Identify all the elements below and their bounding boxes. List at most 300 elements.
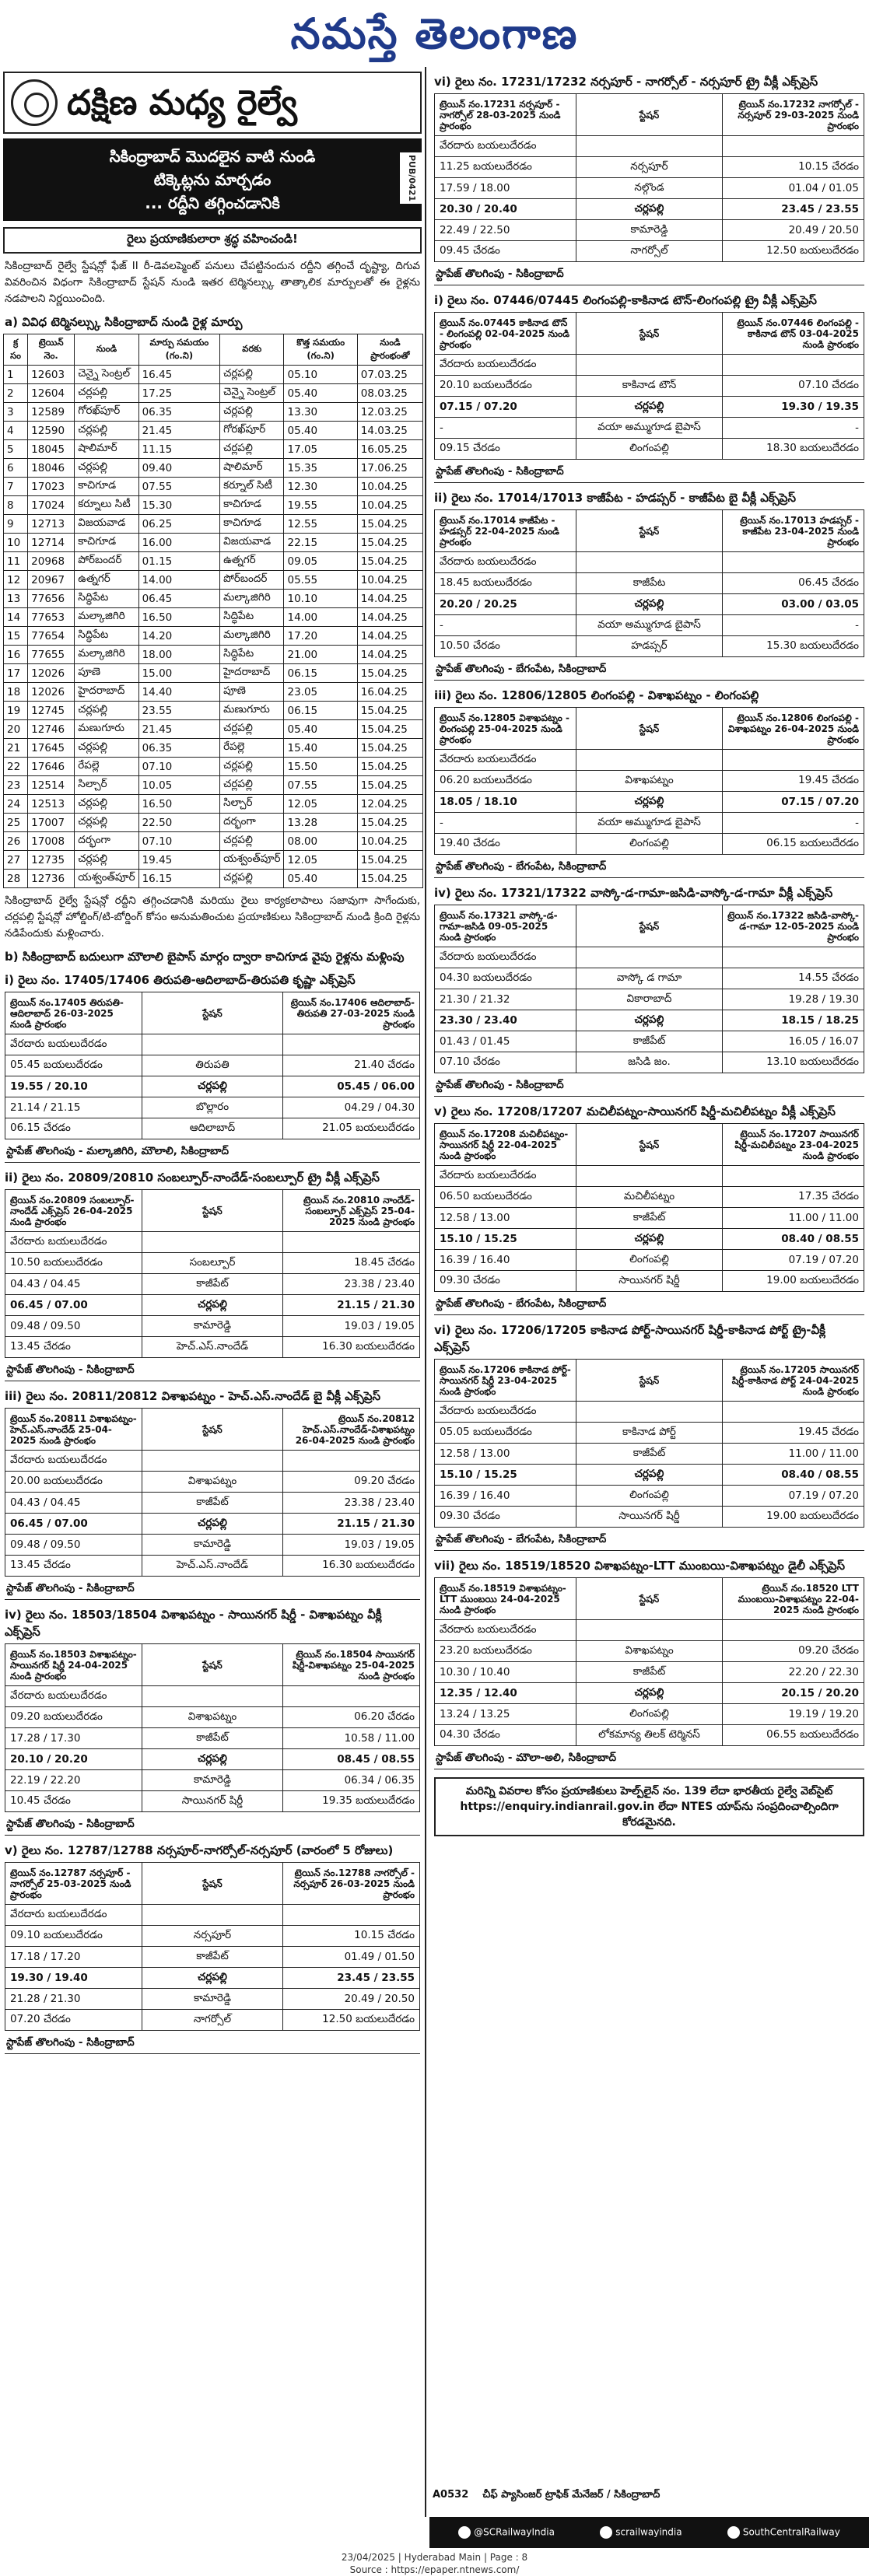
table-cell: 15.04.25: [357, 552, 422, 571]
timetable-cell: చర్లపల్లి: [576, 792, 723, 813]
table-cell: 15.04.25: [357, 702, 422, 720]
table-cell: 12.04.25: [357, 795, 422, 814]
table-cell: చర్లపల్లి: [220, 870, 284, 888]
timetable-cell: 10.50 చేరడం: [435, 636, 576, 657]
timetable-header-row: [435, 510, 864, 552]
timetable-cell: 08.40 / 08.55: [722, 1465, 864, 1486]
table-cell: కాచిగూడ: [75, 478, 138, 496]
column-header: మార్పు సమయం (గం.ని): [138, 334, 220, 366]
table-cell: చర్లపల్లి: [220, 720, 284, 739]
timetable-header-cell: స్టేషన్: [142, 1409, 282, 1451]
timetable-cell: 04.30 చేరడం: [435, 1725, 576, 1746]
timetable-row: [5, 1076, 420, 1097]
timetable-row: [435, 136, 864, 157]
table-cell: 12513: [28, 795, 75, 814]
table-cell: షాలిమార్: [220, 459, 284, 478]
timetable-header-row: [435, 94, 864, 136]
timetable-cell: లింగంపల్లి: [576, 1250, 723, 1271]
timetable-row: [5, 1749, 420, 1770]
table-cell: 28: [4, 870, 28, 888]
table-cell: 12735: [28, 851, 75, 870]
table-cell: 20968: [28, 552, 75, 571]
timetable-row: [435, 1444, 864, 1465]
timetable-cell: మచిలీపట్నం: [576, 1187, 723, 1208]
table-cell: చర్లపల్లి: [220, 440, 284, 459]
timetable-header-cell: ట్రెయిన్ నం.17013 హడప్సర్ - కాజీపేట 23-04-2025 నుండి ప్రారంభం: [722, 510, 864, 552]
timetable-header-cell: ట్రెయిన్ నం.17206 కాకినాడ పోర్ట్-సాయినగర్ షిర్డీ 23-04-2025 నుండి ప్రారంభం: [435, 1360, 576, 1402]
timetable-cell: 10.45 చేరడం: [5, 1791, 142, 1812]
stoppage-cancel-note: స్టాపేజ్ తొలగింపు - సికింద్రాబాద్: [5, 1361, 420, 1381]
timetable-row: [5, 1253, 420, 1274]
table-cell: షాలిమార్: [75, 440, 138, 459]
table-cell: 19.45: [138, 851, 220, 870]
timetable-row: [435, 771, 864, 792]
timetable-row: [435, 1052, 864, 1073]
table-cell: 16.05.25: [357, 440, 422, 459]
table-cell: 09.05: [284, 552, 357, 571]
timetable-cell: 07.10 చేరడం: [435, 1052, 576, 1073]
table-row: [4, 758, 423, 776]
timetable-cell: 14.55 చేరడం: [722, 968, 864, 989]
table-cell: 21: [4, 739, 28, 758]
timetable-cell: 06.20 బయలుదేరడం: [435, 771, 576, 792]
timetable-row: [5, 1055, 420, 1076]
timetable-header-cell: ట్రెయిన్ నం.18504 సాయినగర్ షిర్డీ-విశాఖపట్నం 25-04-2025 నుండి ప్రారంభం: [283, 1644, 420, 1686]
timetable-header-cell: స్టేషన్: [142, 1644, 282, 1686]
table-cell: 12590: [28, 422, 75, 440]
table-cell: 10.10: [284, 590, 357, 608]
table-body: [4, 366, 423, 888]
section-b-intro: సికింద్రాబాద్ రైల్వే స్టేషన్లో రద్దీని తగ్గించడానికి మరియు రైలు కార్యకలాపాలు సజావుగా సాగేందుకు, చర్లపల్లి స్టేషన్లో హోల్డింగ్/టి-బోర్డింగ్ కోసం అనుమతించుట ప్రయాణికులు సికింద్రాబాద్ నుండి క్రింది రైళ్లను నడిపేందుకు మళ్లించారు.: [5, 894, 420, 940]
timetable-cell: 07.15 / 07.20: [435, 397, 576, 418]
table-cell: 07.55: [284, 776, 357, 795]
timetable-header-row: [5, 1644, 420, 1686]
right-column: [429, 67, 869, 2517]
timetable-header-cell: ట్రెయిన్ నం.18519 విశాఖపట్నం-LTT ముంబయి 24-04-2025 నుండి ప్రారంభం: [435, 1578, 576, 1620]
timetable-header-cell: ట్రెయిన్ నం.18503 విశాఖపట్నం-సాయినగర్ షిర్డీ 24-04-2025 నుండి ప్రారంభం: [5, 1644, 142, 1686]
table-cell: 07.55: [138, 478, 220, 496]
table-cell: 06.45: [138, 590, 220, 608]
table-cell: 16.50: [138, 608, 220, 627]
table-cell: 06.35: [138, 403, 220, 422]
table-cell: చర్లపల్లి: [220, 403, 284, 422]
table-row: [4, 384, 423, 403]
timetable-row: [435, 750, 864, 771]
timetable-row: [5, 1905, 420, 1926]
timetable-cell: [722, 1402, 864, 1423]
table-cell: 10: [4, 534, 28, 552]
train-section-title: vii) రైలు నం. 18519/18520 విశాఖపట్నం-LTT ముంబయి-విశాఖపట్నం డైలీ ఎక్స్‌ప్రెస్: [434, 1559, 846, 1573]
signoff: చీఫ్ ప్యాసింజర్ ట్రాఫిక్ మేనేజర్ / సికింద్రాబాద్: [482, 2489, 661, 2501]
table-cell: విజయవాడ: [75, 515, 138, 534]
timetable-cell: 19.45 చేరడం: [722, 771, 864, 792]
page-footer: [0, 2548, 869, 2576]
table-cell: చర్లపల్లి: [75, 384, 138, 403]
timetable-row: [435, 376, 864, 397]
table-cell: 15.04.25: [357, 851, 422, 870]
table-cell: ఉత్నగర్: [220, 552, 284, 571]
timetable-cell: కాజీపేట్: [142, 1493, 282, 1514]
table-cell: 25: [4, 814, 28, 832]
table-cell: 12.30: [284, 478, 357, 496]
timetable-cell: 12.50 బయలుదేరడం: [283, 2010, 420, 2031]
left-sections: [0, 971, 425, 2054]
timetable-cell: కాజీపేట్: [576, 1444, 723, 1465]
table-cell: కర్నూలు సిటీ: [75, 496, 138, 515]
timetable-cell: వేరదారు బయలుదేరడం: [435, 1620, 576, 1641]
timetable-cell: వేరదారు బయలుదేరడం: [435, 1166, 576, 1187]
table-cell: రేపల్లె: [75, 758, 138, 776]
timetable-row: [435, 1507, 864, 1528]
timetable-header-cell: ట్రెయిన్ నం.07445 కాకినాడ టౌన్ - లింగంపల్లి 02-04-2025 నుండి ప్రారంభం: [435, 313, 576, 355]
facebook-link[interactable]: [727, 2526, 840, 2539]
table-cell: 21.45: [138, 422, 220, 440]
table-row: [4, 422, 423, 440]
table-cell: సిద్ధిపేట: [220, 646, 284, 664]
timetable-cell: 20.49 / 20.50: [722, 220, 864, 241]
train-section-title: iii) రైలు నం. 12806/12805 లింగంపల్లి - విశాఖపట్నం - లింగంపల్లి: [434, 688, 759, 702]
timetable: [434, 707, 864, 855]
timetable-cell: 09.20 బయలుదేరడం: [5, 1707, 142, 1728]
timetable-cell: [722, 1166, 864, 1187]
railway-logo-icon: [11, 79, 58, 126]
timetable-cell: 16.30 బయలుదేరడం: [283, 1556, 420, 1577]
timetable-cell: 07.20 చేరడం: [5, 2010, 142, 2031]
timetable-cell: హెచ్.ఎస్.నాందేడ్: [142, 1556, 282, 1577]
timetable-cell: చర్లపల్లి: [576, 594, 723, 615]
timetable-cell: 16.05 / 16.07: [722, 1031, 864, 1052]
timetable-row: [435, 1704, 864, 1725]
table-row: [4, 720, 423, 739]
timetable: [5, 1189, 420, 1358]
timetable-cell: [722, 136, 864, 157]
timetable-cell: [283, 1905, 420, 1926]
table-cell: 15: [4, 627, 28, 646]
timetable-cell: చర్లపల్లి: [142, 1295, 282, 1316]
table-cell: 08.03.25: [357, 384, 422, 403]
headline-line-3: ... రద్దీని తగ్గించడానికి: [145, 194, 280, 212]
table-cell: 24: [4, 795, 28, 814]
timetable-row: [435, 1486, 864, 1507]
timetable-row: [5, 1034, 420, 1055]
timetable-cell: 21.15 / 21.30: [283, 1514, 420, 1535]
table-cell: 12603: [28, 366, 75, 384]
timetable-cell: లింగంపల్లి: [576, 1486, 723, 1507]
timetable-cell: వేరదారు బయలుదేరడం: [5, 1686, 142, 1707]
table-cell: 12713: [28, 515, 75, 534]
social-bar: [429, 2517, 869, 2548]
timetable-header-row: [435, 313, 864, 355]
timetable-header-cell: స్టేషన్: [576, 510, 723, 552]
table-cell: 14.04.25: [357, 646, 422, 664]
timetable-cell: 16.39 / 16.40: [435, 1486, 576, 1507]
table-cell: పోర్‌బందర్: [220, 571, 284, 590]
timetable-cell: -: [722, 813, 864, 834]
table-cell: 19: [4, 702, 28, 720]
table-cell: 21.00: [284, 646, 357, 664]
page-footer-line-1: 23/04/2025 | Hyderabad Main | Page : 8: [341, 2552, 528, 2563]
table-cell: పోర్‌బందర్: [75, 552, 138, 571]
train-section-title: i) రైలు నం. 17405/17406 తిరుపతి-ఆదిలాబాద్-తిరుపతి కృష్ణా ఎక్స్‌ప్రెస్: [5, 973, 356, 987]
timetable-cell: నాగర్సోల్: [576, 241, 723, 262]
table-cell: 17: [4, 664, 28, 683]
section-b-title: b) సికింద్రాబాద్ బదులుగా మౌలాలి బైపాస్ మార్గం ద్వారా కాచిగూడ వైపు రైళ్లను మళ్లింపు: [5, 950, 405, 964]
timetable-cell: 08.40 / 08.55: [722, 1229, 864, 1250]
timetable-cell: సాయినగర్ షిర్డీ: [142, 1791, 282, 1812]
timetable-header-cell: ట్రెయిన్ నం.20810 నాందేడ్-సంబల్పూర్ ఎక్స్‌ప్రెస్ 25-04-2025 నుండి ప్రారంభం: [283, 1190, 420, 1232]
timetable-cell: కామారెడ్డి: [142, 1770, 282, 1791]
timetable-cell: 12.35 / 12.40: [435, 1683, 576, 1704]
timetable-cell: 09.20 చేరడం: [722, 1641, 864, 1662]
timetable-header-cell: ట్రెయిన్ నం.18520 LTT ముంబయి-విశాఖపట్నం 22-04-2025 నుండి ప్రారంభం: [722, 1578, 864, 1620]
timetable-cell: 09.45 చేరడం: [435, 241, 576, 262]
table-cell: 15.40: [284, 739, 357, 758]
timetable-header-cell: ట్రెయిన్ నం.20812 హెచ్.ఎస్.నాందేడ్-విశాఖపట్నం 26-04-2025 నుండి ప్రారంభం: [283, 1409, 420, 1451]
timetable-cell: కాజీపేట: [576, 573, 723, 594]
table-cell: గోరఖ్‌పూర్: [220, 422, 284, 440]
table-cell: 15.04.25: [357, 534, 422, 552]
timetable-cell: 07.15 / 07.20: [722, 792, 864, 813]
timetable-cell: సాయినగర్ షిర్డీ: [576, 1507, 723, 1528]
table-header-row: [4, 334, 423, 366]
timetable-row: [435, 968, 864, 989]
timetable: [434, 1577, 864, 1746]
timetable-cell: చర్లపల్లి: [142, 1514, 282, 1535]
timetable-cell: నర్సపూర్: [576, 157, 723, 178]
table-cell: 77656: [28, 590, 75, 608]
timetable-cell: [283, 1034, 420, 1055]
timetable-cell: వయా అమ్ముగూడ బైపాస్: [576, 418, 723, 439]
timetable-header-cell: స్టేషన్: [576, 1124, 723, 1166]
table-cell: కాచిగూడ: [75, 534, 138, 552]
footer-note: మరిన్ని వివరాల కోసం ప్రయాణికులు హెల్ప్‌లైన్ నం. 139 లేదా భారతీయ రైల్వే వెబ్‌సైట్ https://enquiry.indianrail.gov.in లేదా NTES యాప్‌ను సంప్రదించాల్సిందిగా కోరడమైనది.: [460, 1785, 839, 1829]
table-cell: చర్లపల్లి: [220, 366, 284, 384]
timetable-cell: చర్లపల్లి: [576, 397, 723, 418]
timetable-cell: 20.49 / 20.50: [283, 1989, 420, 2010]
timetable-cell: 17.35 చేరడం: [722, 1187, 864, 1208]
table-cell: 9: [4, 515, 28, 534]
timetable-header-row: [5, 992, 420, 1034]
timetable-row: [435, 1402, 864, 1423]
timetable-header-row: [435, 905, 864, 947]
table-row: [4, 534, 423, 552]
timetable-cell: 19.00 బయలుదేరడం: [722, 1271, 864, 1292]
timetable-cell: [722, 1620, 864, 1641]
timetable-cell: 20.00 బయలుదేరడం: [5, 1472, 142, 1493]
terminal-change-table: [3, 334, 423, 888]
table-cell: 18: [4, 683, 28, 702]
timetable-header-cell: ట్రెయిన్ నం.07446 లింగంపల్లి - కాకినాడ టౌన్ 03-04-2025 నుండి ప్రారంభం: [722, 313, 864, 355]
table-cell: 15.04.25: [357, 814, 422, 832]
timetable-header-cell: స్టేషన్: [576, 708, 723, 750]
timetable-row: [435, 1641, 864, 1662]
timetable-cell: వేరదారు బయలుదేరడం: [435, 750, 576, 771]
table-cell: 05.40: [284, 720, 357, 739]
timetable-cell: [142, 1686, 282, 1707]
table-cell: చర్లపల్లి: [220, 832, 284, 851]
timetable-cell: వేరదారు బయలుదేరడం: [5, 1451, 142, 1472]
timetable-cell: కాజీపేట్: [142, 1274, 282, 1295]
table-row: [4, 478, 423, 496]
timetable-header-cell: ట్రెయిన్ నం.17014 కాజీపేట - హడప్సర్ 22-04-2025 నుండి ప్రారంభం: [435, 510, 576, 552]
timetable-cell: 06.45 / 07.00: [5, 1514, 142, 1535]
table-cell: మణుగూరు: [75, 720, 138, 739]
timetable-cell: 04.43 / 04.45: [5, 1493, 142, 1514]
timetable-row: [5, 2010, 420, 2031]
timetable-cell: వయా అమ్ముగూడ బైపాస్: [576, 813, 723, 834]
table-cell: 1: [4, 366, 28, 384]
timetable-cell: జసిడి జం.: [576, 1052, 723, 1073]
timetable-cell: 04.30 బయలుదేరడం: [435, 968, 576, 989]
ad-code: [433, 2489, 660, 2503]
timetable-row: [5, 1728, 420, 1749]
timetable-cell: చర్లపల్లి: [142, 1749, 282, 1770]
timetable-cell: 23.38 / 23.40: [283, 1274, 420, 1295]
timetable-cell: 06.15 బయలుదేరడం: [722, 834, 864, 855]
timetable-cell: -: [722, 418, 864, 439]
timetable-row: [435, 594, 864, 615]
timetable-cell: వేరదారు బయలుదేరడం: [435, 355, 576, 376]
timetable-header-row: [5, 1190, 420, 1232]
timetable-row: [5, 1097, 420, 1118]
timetable-cell: కాజీపేట్: [576, 1031, 723, 1052]
timetable-row: [435, 636, 864, 657]
table-row: [4, 571, 423, 590]
table-cell: 12.03.25: [357, 403, 422, 422]
timetable-header-cell: స్టేషన్: [142, 1190, 282, 1232]
table-cell: 12746: [28, 720, 75, 739]
table-cell: 3: [4, 403, 28, 422]
timetable-header-cell: స్టేషన్: [142, 1863, 282, 1905]
table-cell: 07.10: [138, 832, 220, 851]
table-cell: 14.00: [284, 608, 357, 627]
timetable-row: [5, 1295, 420, 1316]
timetable-header-cell: ట్రెయిన్ నం.12787 నర్సపూర్ - నాగర్సోల్ 25-03-2025 నుండి ప్రారంభం: [5, 1863, 142, 1905]
headline-line-1: సికింద్రాబాద్ మొదలైన వాటి నుండి: [109, 147, 316, 166]
table-cell: దర్భంగా: [220, 814, 284, 832]
table-cell: 10.04.25: [357, 832, 422, 851]
table-cell: సిద్ధిపేట: [75, 590, 138, 608]
timetable-cell: ఆదిలాబాద్: [142, 1118, 282, 1139]
timetable-cell: చర్లపల్లి: [576, 1229, 723, 1250]
timetable-row: [5, 1791, 420, 1812]
timetable-cell: 16.30 బయలుదేరడం: [283, 1337, 420, 1358]
timetable-cell: 19.55 / 20.10: [5, 1076, 142, 1097]
timetable-cell: 20.15 / 20.20: [722, 1683, 864, 1704]
table-cell: 12745: [28, 702, 75, 720]
timetable-row: [435, 573, 864, 594]
timetable-cell: లింగంపల్లి: [576, 834, 723, 855]
table-cell: 17.20: [284, 627, 357, 646]
timetable-cell: 06.20 చేరడం: [283, 1707, 420, 1728]
table-cell: 14: [4, 608, 28, 627]
timetable-cell: [722, 355, 864, 376]
timetable: [434, 905, 864, 1073]
table-cell: 05.10: [284, 366, 357, 384]
timetable-cell: 20.10 / 20.20: [5, 1749, 142, 1770]
timetable-cell: వికారాబాద్: [576, 989, 723, 1010]
table-cell: చర్లపల్లి: [75, 739, 138, 758]
table-cell: పూణె: [220, 683, 284, 702]
timetable-cell: నాగర్సోల్: [142, 2010, 282, 2031]
timetable-cell: 09.30 చేరడం: [435, 1271, 576, 1292]
timetable-cell: కామారెడ్డి: [142, 1535, 282, 1556]
table-row: [4, 515, 423, 534]
timetable-header-cell: స్టేషన్: [142, 992, 282, 1034]
twitter-link[interactable]: [458, 2526, 555, 2539]
table-cell: 20967: [28, 571, 75, 590]
timetable: [5, 1862, 420, 2031]
timetable-cell: 21.30 / 21.32: [435, 989, 576, 1010]
timetable-cell: 09.10 బయలుదేరడం: [5, 1926, 142, 1947]
table-cell: సిద్ధిపేట: [220, 608, 284, 627]
table-cell: 06.15: [284, 702, 357, 720]
timetable-cell: 12.50 బయలుదేరడం: [722, 241, 864, 262]
facebook-handle: SouthCentralRailway: [742, 2526, 840, 2538]
timetable-header-row: [435, 708, 864, 750]
timetable-cell: 22.19 / 22.20: [5, 1770, 142, 1791]
timetable-row: [435, 241, 864, 262]
timetable-cell: [576, 1402, 723, 1423]
timetable-cell: 19.30 / 19.35: [722, 397, 864, 418]
instagram-link[interactable]: [600, 2526, 682, 2539]
timetable-cell: 04.29 / 04.30: [283, 1097, 420, 1118]
table-cell: 13.30: [284, 403, 357, 422]
timetable-cell: 10.15 చేరడం: [722, 157, 864, 178]
table-cell: చర్లపల్లి: [75, 795, 138, 814]
timetable-row: [435, 1187, 864, 1208]
table-cell: 17024: [28, 496, 75, 515]
train-section-title: iii) రైలు నం. 20811/20812 విశాఖపట్నం - హెచ్.ఎస్.నాందేడ్ బై వీక్లీ ఎక్స్‌ప్రెస్: [5, 1389, 381, 1403]
table-cell: 07.03.25: [357, 366, 422, 384]
timetable-cell: 16.39 / 16.40: [435, 1250, 576, 1271]
headline-line-2: టిక్కెట్లను మార్చడం: [153, 170, 272, 189]
timetable-cell: 20.20 / 20.25: [435, 594, 576, 615]
table-cell: మల్కాజిగిరి: [220, 627, 284, 646]
timetable-cell: 17.59 / 18.00: [435, 178, 576, 199]
timetable-row: [435, 1010, 864, 1031]
table-cell: 18.00: [138, 646, 220, 664]
timetable-cell: 10.58 / 11.00: [283, 1728, 420, 1749]
table-cell: విజయవాడ: [220, 534, 284, 552]
timetable-cell: [576, 750, 723, 771]
timetable-cell: వేరదారు బయలుదేరడం: [435, 947, 576, 968]
timetable-cell: 11.00 / 11.00: [722, 1208, 864, 1229]
timetable-row: [5, 1535, 420, 1556]
timetable-cell: 06.55 బయలుదేరడం: [722, 1725, 864, 1746]
timetable: [434, 93, 864, 262]
timetable-row: [435, 1229, 864, 1250]
timetable-header-cell: ట్రెయిన్ నం.20809 సంబల్పూర్-నాందేడ్ ఎక్స్‌ప్రెస్ 26-04-2025 నుండి ప్రారంభం: [5, 1190, 142, 1232]
timetable-cell: 06.15 చేరడం: [5, 1118, 142, 1139]
table-cell: 19.55: [284, 496, 357, 515]
table-cell: సిద్ధిపేట: [75, 627, 138, 646]
timetable-cell: వేరదారు బయలుదేరడం: [435, 552, 576, 573]
timetable-cell: -: [435, 615, 576, 636]
timetable-row: [5, 1514, 420, 1535]
timetable-cell: 21.28 / 21.30: [5, 1989, 142, 2010]
timetable-cell: లింగంపల్లి: [576, 1704, 723, 1725]
timetable: [434, 1123, 864, 1292]
timetable-row: [435, 355, 864, 376]
table-cell: 13: [4, 590, 28, 608]
table-cell: 17.25: [138, 384, 220, 403]
timetable-cell: 21.40 చేరడం: [283, 1055, 420, 1076]
stoppage-cancel-note: స్టాపేజ్ తొలగింపు - బేగంపేట, సికింద్రాబాద్: [434, 858, 864, 878]
masthead: [0, 0, 869, 67]
table-cell: 27: [4, 851, 28, 870]
stoppage-cancel-note: స్టాపేజ్ తొలగింపు - సికింద్రాబాద్: [5, 1580, 420, 1600]
